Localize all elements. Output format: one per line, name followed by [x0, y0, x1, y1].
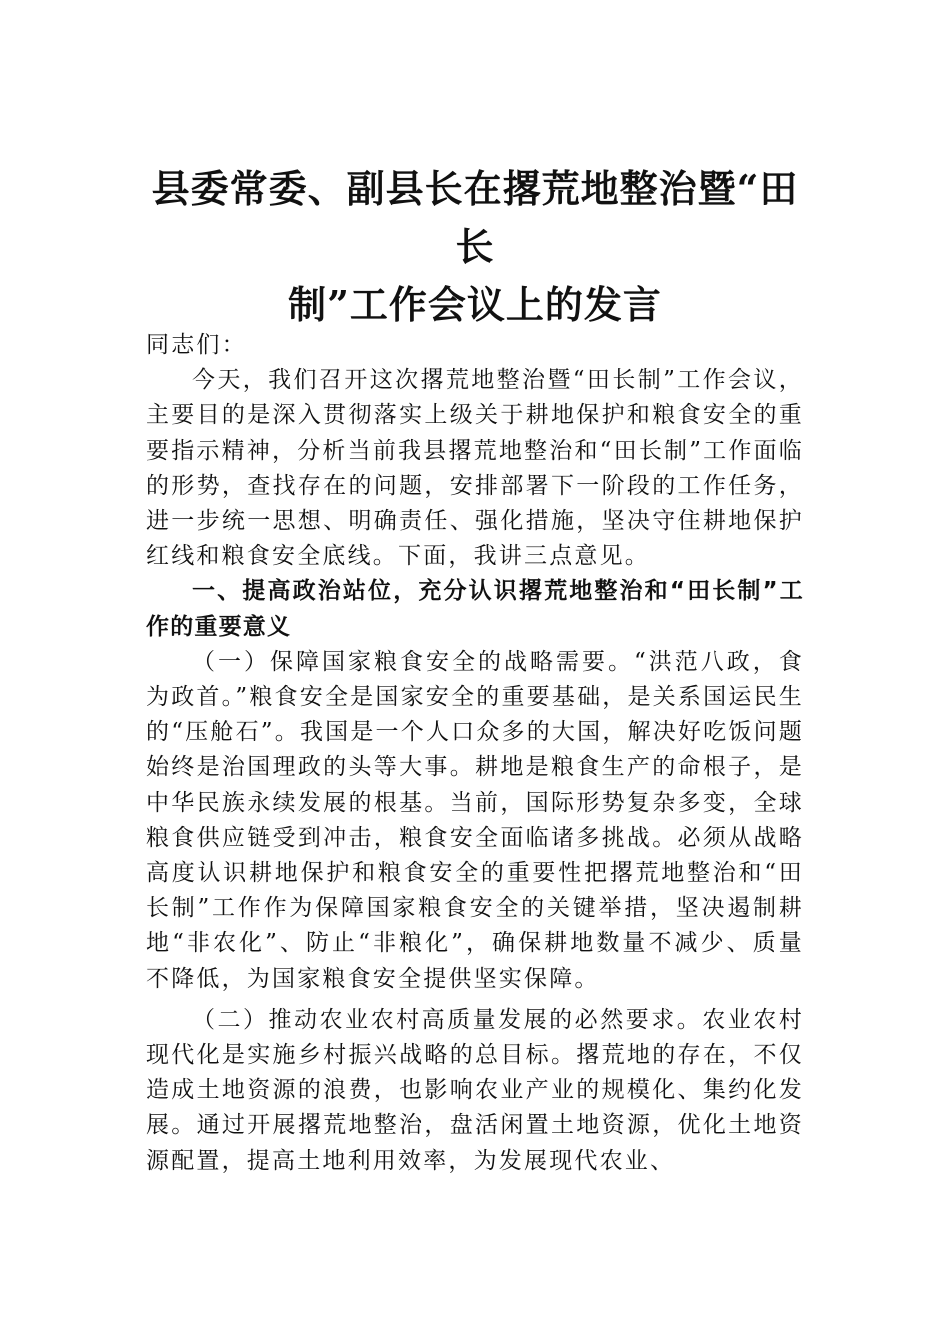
section-1-paragraph-1: （一）保障国家粮食安全的战略需要。“洪范八政，食为政首。”粮食安全是国家安全的重要基础，是关系国运民生的“压舱石”。我国是一个人口众多的大国，解决好吃饭问题始终是治国理政的头等大事。耕地是粮食生产的命根子，是中华民族永续发展的根基。当前，国际形势复杂多变，全球粮食供应链受到冲击，粮食安全面临诸多挑战。必须从战略高度认识耕地保护和粮食安全的重要性把撂荒地整治和“田长制”工作作为保障国家粮食安全的关键举措，坚决遏制耕地“非农化”、防止“非粮化”，确保耕地数量不减少、质量不降低，为国家粮食安全提供坚实保障。 — [146, 648, 804, 992]
section-1-heading: 一、提高政治站位，充分认识撂荒地整治和“田长制”工作的重要意义 — [146, 578, 804, 640]
intro-paragraph: 今天，我们召开这次撂荒地整治暨“田长制”工作会议，主要目的是深入贯彻落实上级关于耕地保护和粮食安全的重要指示精神，分析当前我县撂荒地整治和“田长制”工作面临的形势，查找存在的问题，安排部署下一阶段的工作任务，进一步统一思想、明确责任、强化措施，坚决守住耕地保护红线和粮食安全底线。下面，我讲三点意见。 — [146, 367, 804, 570]
section-1-paragraph-2: （二）推动农业农村高质量发展的必然要求。农业农村现代化是实施乡村振兴战略的总目标。撂荒地的存在，不仅造成土地资源的浪费，也影响农业产业的规模化、集约化发展。通过开展撂荒地整治，盘活闲置土地资源，优化土地资源配置，提高土地利用效率，为发展现代农业、 — [146, 1006, 804, 1174]
title-line-1: 县委常委、副县长在撂荒地整治暨“田长 — [151, 166, 799, 269]
salutation: 同志们： — [146, 332, 247, 358]
document-body — [146, 328, 804, 1179]
title-line-2: 制”工作会议上的发言 — [288, 282, 662, 327]
document-title — [140, 160, 810, 334]
